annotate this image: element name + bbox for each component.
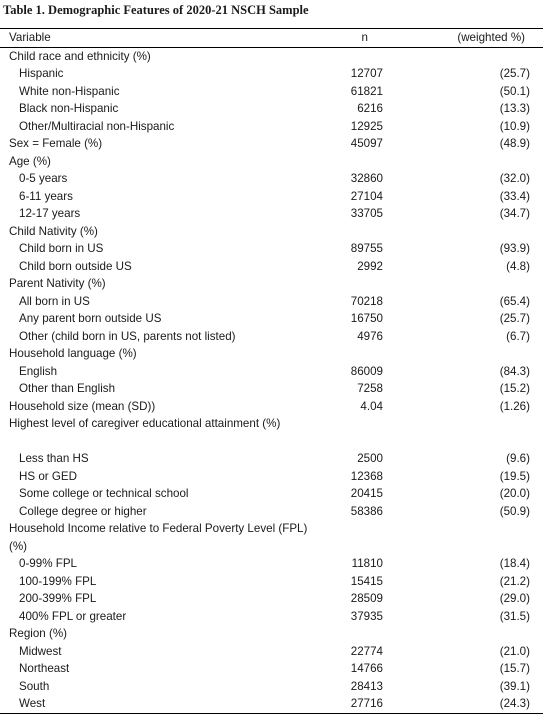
table-body bbox=[0, 48, 543, 713]
row-weighted-percent: (9.6) bbox=[506, 452, 530, 465]
bottom-rule bbox=[0, 713, 543, 714]
table-group-row bbox=[0, 153, 543, 171]
row-label: Black non-Hispanic bbox=[19, 102, 119, 115]
table-row bbox=[0, 100, 543, 118]
row-weighted-percent: (84.3) bbox=[499, 364, 530, 378]
row-label: Northeast bbox=[19, 662, 70, 675]
table-row bbox=[0, 240, 543, 258]
header-variable: Variable bbox=[9, 31, 51, 44]
row-n-value: 12368 bbox=[350, 469, 383, 483]
row-label: Other (child born in US, parents not listed) bbox=[19, 329, 236, 343]
demographics-table bbox=[0, 28, 543, 714]
table-row bbox=[0, 83, 543, 101]
row-label: Child born in US bbox=[19, 242, 104, 255]
table-title: Table 1. Demographic Features of 2020-21 NSCH Sample bbox=[3, 3, 309, 17]
table-row bbox=[0, 643, 543, 661]
row-weighted-percent: (39.1) bbox=[499, 679, 530, 693]
table-row bbox=[0, 573, 543, 591]
table-row bbox=[0, 660, 543, 678]
row-label: 200-399% FPL bbox=[19, 592, 97, 605]
row-weighted-percent: (13.3) bbox=[499, 102, 530, 115]
table-row bbox=[0, 468, 543, 486]
row-weighted-percent: (19.5) bbox=[499, 469, 530, 483]
row-label: Other/Multiracial non-Hispanic bbox=[19, 119, 175, 133]
row-label: English bbox=[19, 364, 58, 378]
row-weighted-percent: (25.7) bbox=[499, 67, 530, 80]
row-n-value: 4976 bbox=[357, 329, 383, 343]
row-label: HS or GED bbox=[19, 469, 77, 483]
row-n-value: 27716 bbox=[350, 697, 383, 710]
table-row bbox=[0, 293, 543, 311]
table-row bbox=[0, 485, 543, 503]
table-group-row bbox=[0, 223, 543, 241]
row-weighted-percent: (31.5) bbox=[499, 609, 530, 623]
row-label: College degree or higher bbox=[19, 504, 147, 518]
table-group-row bbox=[0, 520, 543, 555]
row-weighted-percent: (50.1) bbox=[499, 84, 530, 98]
row-n-value: 58386 bbox=[350, 504, 383, 518]
row-weighted-percent: (48.9) bbox=[499, 137, 530, 150]
row-label: Hispanic bbox=[19, 67, 64, 80]
row-n-value: 11810 bbox=[351, 557, 383, 570]
row-n-value: 12707 bbox=[350, 67, 383, 80]
row-n-value: 33705 bbox=[350, 207, 383, 220]
table-group-row bbox=[0, 48, 543, 66]
table-group-row bbox=[0, 625, 543, 643]
table-row bbox=[0, 65, 543, 83]
row-n-value: 89755 bbox=[350, 242, 383, 255]
table-group-row bbox=[0, 135, 543, 153]
table-header-row bbox=[0, 29, 543, 47]
table-group-row bbox=[0, 345, 543, 363]
row-n-value: 22774 bbox=[350, 644, 383, 658]
row-n-value: 14766 bbox=[350, 662, 383, 675]
row-label: 12-17 years bbox=[19, 207, 81, 220]
table-row bbox=[0, 695, 543, 713]
row-weighted-percent: (32.0) bbox=[499, 172, 530, 185]
row-label: Less than HS bbox=[19, 452, 89, 465]
row-weighted-percent: (1.26) bbox=[499, 399, 530, 413]
row-label: Age (%) bbox=[9, 154, 51, 168]
row-label: Any parent born outside US bbox=[19, 312, 162, 325]
table-row bbox=[0, 503, 543, 521]
row-label: 100-199% FPL bbox=[19, 574, 97, 588]
row-label: Child race and ethnicity (%) bbox=[9, 49, 151, 63]
row-n-value: 32860 bbox=[350, 172, 383, 185]
row-label: All born in US bbox=[19, 294, 90, 308]
table-row bbox=[0, 363, 543, 381]
row-n-value: 16750 bbox=[350, 312, 383, 325]
row-n-value: 2500 bbox=[357, 452, 383, 465]
table-row bbox=[0, 258, 543, 276]
table-row bbox=[0, 205, 543, 223]
row-weighted-percent: (4.8) bbox=[506, 259, 530, 273]
row-label: West bbox=[19, 697, 46, 710]
row-weighted-percent: (18.4) bbox=[499, 557, 530, 570]
row-label: Highest level of caregiver educational attainment (%) bbox=[9, 417, 281, 430]
row-n-value: 37935 bbox=[350, 609, 383, 623]
row-weighted-percent: (6.7) bbox=[506, 329, 530, 343]
table-row bbox=[0, 555, 543, 573]
row-weighted-percent: (33.4) bbox=[499, 189, 530, 203]
row-weighted-percent: (10.9) bbox=[499, 119, 530, 133]
row-label: Region (%) bbox=[9, 627, 67, 640]
row-n-value: 20415 bbox=[350, 487, 383, 500]
row-weighted-percent: (25.7) bbox=[499, 312, 530, 325]
row-n-value: 2992 bbox=[357, 259, 383, 273]
row-n-value: 45097 bbox=[350, 137, 383, 150]
row-weighted-percent: (21.0) bbox=[499, 644, 530, 658]
row-label: Midwest bbox=[19, 644, 62, 658]
row-n-value: 27104 bbox=[350, 189, 383, 203]
table-row bbox=[0, 608, 543, 626]
row-label: Household size (mean (SD)) bbox=[9, 399, 156, 413]
row-weighted-percent: (15.7) bbox=[499, 662, 530, 675]
table-row bbox=[0, 328, 543, 346]
row-label: White non-Hispanic bbox=[19, 84, 120, 98]
row-n-value: 12925 bbox=[350, 119, 383, 133]
row-weighted-percent: (65.4) bbox=[499, 294, 530, 308]
row-label: Household language (%) bbox=[9, 347, 137, 360]
header-n: n bbox=[361, 31, 368, 44]
row-label: South bbox=[19, 679, 50, 693]
row-weighted-percent: (50.9) bbox=[499, 504, 530, 518]
table-row bbox=[0, 380, 543, 398]
header-weighted: (weighted %) bbox=[457, 31, 525, 44]
row-weighted-percent: (24.3) bbox=[499, 697, 530, 710]
row-label: Other than English bbox=[19, 382, 116, 395]
row-label: Household Income relative to Federal Poverty Level (FPL) (%) bbox=[9, 522, 308, 553]
table-row bbox=[0, 170, 543, 188]
row-weighted-percent: (15.2) bbox=[499, 382, 530, 395]
row-label: 0-99% FPL bbox=[19, 557, 77, 570]
row-n-value: 6216 bbox=[357, 102, 383, 115]
row-label: Child Nativity (%) bbox=[9, 224, 98, 238]
table-row bbox=[0, 590, 543, 608]
row-label: Parent Nativity (%) bbox=[9, 277, 106, 290]
table-group-row bbox=[0, 398, 543, 416]
row-weighted-percent: (20.0) bbox=[499, 487, 530, 500]
row-n-value: 4.04 bbox=[360, 399, 383, 413]
table-row bbox=[0, 188, 543, 206]
row-n-value: 28413 bbox=[350, 679, 383, 693]
row-weighted-percent: (21.2) bbox=[499, 574, 530, 588]
row-n-value: 28509 bbox=[350, 592, 383, 605]
table-row bbox=[0, 450, 543, 468]
table-row bbox=[0, 678, 543, 696]
row-label: Sex = Female (%) bbox=[9, 137, 103, 150]
table-row bbox=[0, 310, 543, 328]
table-group-row bbox=[0, 275, 543, 293]
row-label: Some college or technical school bbox=[19, 487, 189, 500]
row-n-value: 86009 bbox=[350, 364, 383, 378]
row-weighted-percent: (93.9) bbox=[499, 242, 530, 255]
row-n-value: 61821 bbox=[350, 84, 383, 98]
row-label: Child born outside US bbox=[19, 259, 132, 273]
table-row bbox=[0, 118, 543, 136]
table-group-row bbox=[0, 415, 543, 450]
row-n-value: 15415 bbox=[350, 574, 383, 588]
row-label: 6-11 years bbox=[19, 189, 73, 203]
row-weighted-percent: (34.7) bbox=[499, 207, 530, 220]
row-n-value: 70218 bbox=[350, 294, 383, 308]
row-weighted-percent: (29.0) bbox=[499, 592, 530, 605]
row-label: 0-5 years bbox=[19, 172, 68, 185]
row-n-value: 7258 bbox=[357, 382, 383, 395]
row-label: 400% FPL or greater bbox=[19, 609, 127, 623]
